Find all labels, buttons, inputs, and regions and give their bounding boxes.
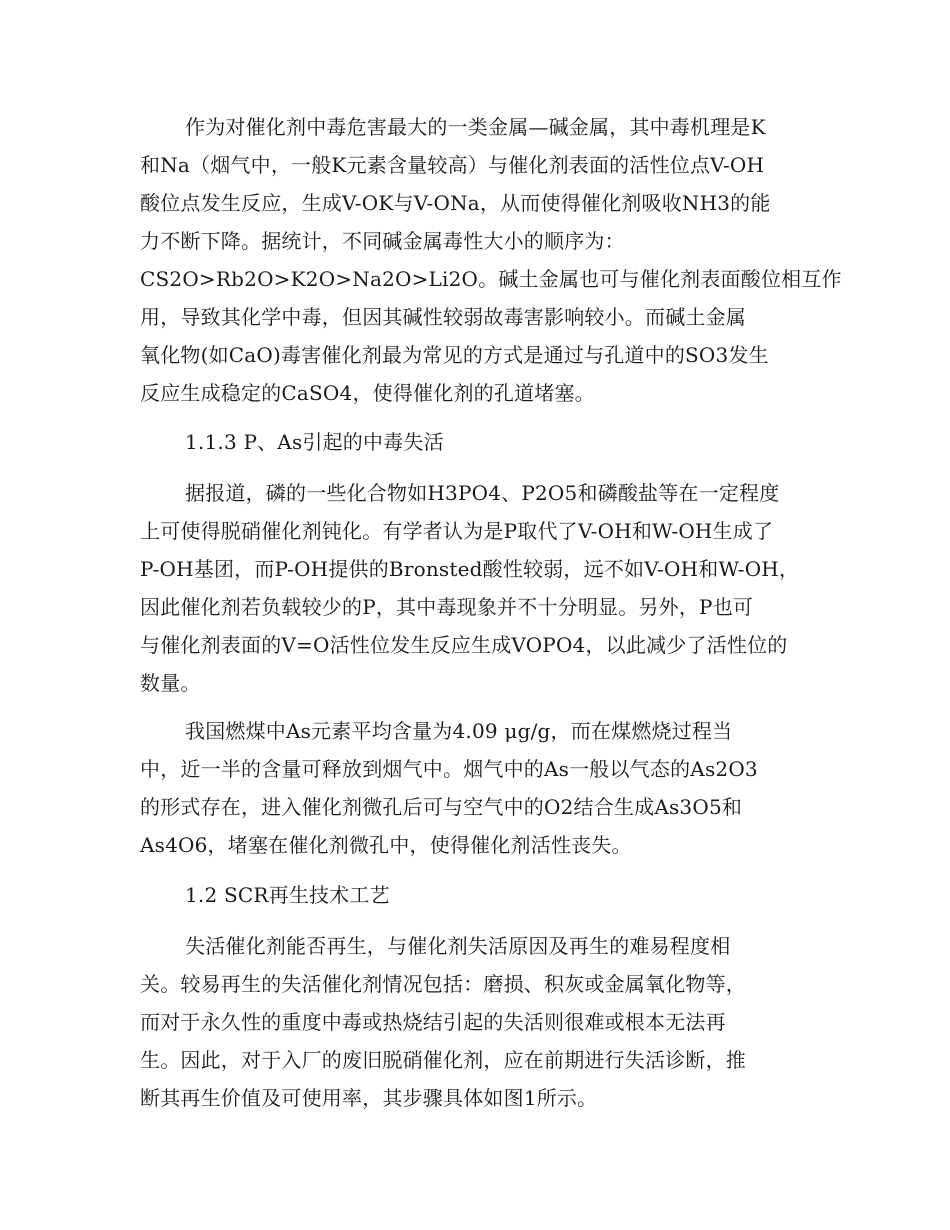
text-line: 生。因此，对于入厂的废旧脱硝催化剂，应在前期进行失活诊断，推 — [140, 1048, 746, 1072]
text-line: 失活催化剂能否再生，与催化剂失活原因及再生的难易程度相 — [185, 934, 731, 958]
section-heading: 1.1.3 P、As引起的中毒失活 — [185, 430, 444, 454]
text-line: 酸位点发生反应，生成V-OK与V-ONa，从而使得催化剂吸收NH3的能 — [140, 191, 771, 215]
text-line: P-OH基团，而P-OH提供的Bronsted酸性较弱，远不如V-OH和W-OH， — [140, 557, 800, 581]
text-line: 的形式存在，进入催化剂微孔后可与空气中的O2结合生成As3O5和 — [140, 795, 743, 819]
text-line: 氧化物(如CaO)毒害催化剂最为常见的方式是通过与孔道中的SO3发生 — [140, 343, 769, 367]
text-line: 作为对催化剂中毒危害最大的一类金属—碱金属，其中毒机理是K — [185, 115, 766, 139]
text-line: 和Na（烟气中，一般K元素含量较高）与催化剂表面的活性位点V-OH — [140, 153, 765, 177]
text-line: 中，近一半的含量可释放到烟气中。烟气中的As一般以气态的As2O3 — [140, 757, 758, 781]
text-line: 据报道，磷的一些化合物如H3PO4、P2O5和磷酸盐等在一定程度 — [185, 481, 780, 505]
section-heading: 1.2 SCR再生技术工艺 — [185, 883, 390, 907]
text-line: 关。较易再生的失活催化剂情况包括：磨损、积灰或金属氧化物等， — [140, 972, 746, 996]
text-line: 我国燃煤中As元素平均含量为4.09 μg/g，而在煤燃烧过程当 — [185, 719, 733, 743]
text-line: CS2O>Rb2O>K2O>Na2O>Li2O。碱土金属也可与催化剂表面酸位相互作 — [140, 267, 842, 291]
text-line: 用，导致其化学中毒，但因其碱性较弱故毒害影响较小。而碱土金属 — [140, 305, 746, 329]
text-line: 上可使得脱硝催化剂钝化。有学者认为是P取代了V-OH和W-OH生成了 — [140, 519, 774, 543]
text-line: As4O6，堵塞在催化剂微孔中，使得催化剂活性丧失。 — [140, 833, 632, 857]
text-line: 与催化剂表面的V=O活性位发生反应生成VOPO4，以此减少了活性位的 — [140, 633, 788, 657]
text-line: 因此催化剂若负载较少的P，其中毒现象并不十分明显。另外，P也可 — [140, 595, 754, 619]
text-line: 而对于永久性的重度中毒或热烧结引起的失活则很难或根本无法再 — [140, 1010, 726, 1034]
text-line: 反应生成稳定的CaSO4，使得催化剂的孔道堵塞。 — [140, 381, 595, 405]
text-line: 力不断下降。据统计，不同碱金属毒性大小的顺序为： — [140, 229, 625, 253]
text-line: 数量。 — [140, 671, 201, 695]
text-line: 断其再生价值及可使用率，其步骤具体如图1所示。 — [140, 1086, 598, 1110]
